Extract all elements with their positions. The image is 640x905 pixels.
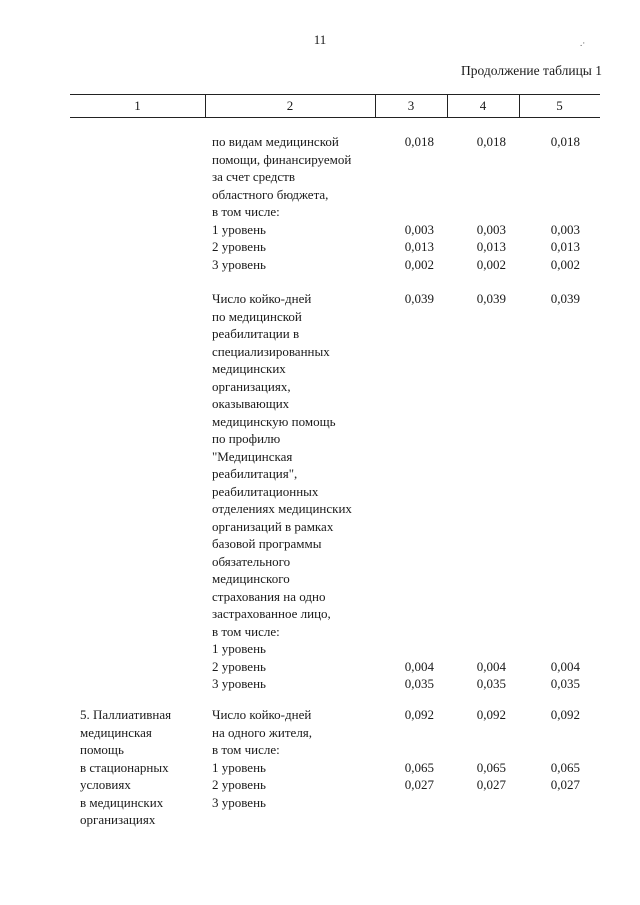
indicator-line: 1 уровень [212, 759, 266, 775]
corner-mark: .· [580, 38, 586, 48]
indicator-line: отделениях медицинских [212, 501, 352, 516]
value-cell-c5: 0,065 [550, 759, 580, 775]
indicator-cell [212, 290, 387, 693]
section-name-line: 5. Паллиативная [80, 707, 172, 722]
value-cell-c3: 0,027 [404, 777, 434, 792]
section-name-line: организациях [80, 812, 156, 827]
value-cell-c3: 0,065 [404, 759, 434, 775]
indicator-line: в том числе: [212, 204, 280, 219]
value-cell-c4: 0,013 [476, 239, 506, 254]
indicator-line: реабилитационных [212, 483, 319, 499]
indicator-cell [212, 133, 387, 273]
section-name-line: медицинская [80, 724, 152, 740]
header-cell-1: 1 [134, 98, 141, 113]
value-cell-c5: 0,004 [550, 658, 580, 674]
value-cell-c5: 0,039 [550, 291, 580, 306]
value-cell-c4: 0,003 [476, 221, 506, 237]
indicator-line: 1 уровень [212, 641, 266, 656]
header-top-rule [70, 94, 600, 95]
header-cell-5: 5 [556, 98, 563, 113]
value-cell-c4: 0,018 [476, 134, 506, 149]
indicator-line: реабилитации в [212, 326, 300, 341]
indicator-line: медицинскую помощь [212, 413, 336, 429]
value-cell-c4: 0,039 [476, 291, 506, 306]
value-cell-c3: 0,004 [404, 658, 434, 674]
indicator-line: обязательного [212, 553, 291, 569]
indicator-line: организациях, [212, 378, 291, 394]
header-cell-4: 4 [479, 98, 487, 113]
indicator-line: реабилитация", [212, 466, 298, 481]
value-cell-c5: 0,002 [550, 256, 580, 272]
indicator-line: 3 уровень [212, 676, 266, 691]
value-cell-c4: 0,092 [476, 707, 506, 722]
value-cell-c3: 0,003 [404, 221, 434, 237]
indicator-line: помощи, финансируемой [212, 151, 352, 167]
indicator-line: 1 уровень [212, 221, 266, 237]
indicator-line: медицинского [212, 571, 290, 586]
indicator-line: Число койко-дней [212, 707, 312, 722]
value-cell-c4: 0,035 [476, 676, 506, 691]
indicator-line: Число койко-дней [212, 291, 312, 306]
header-cell-3: 3 [407, 98, 415, 113]
indicator-line: 3 уровень [212, 256, 266, 272]
value-cell-c3: 0,039 [404, 291, 434, 306]
indicator-line: в том числе: [212, 623, 280, 639]
indicator-line: на одного жителя, [212, 724, 313, 740]
value-cell-c5: 0,013 [550, 239, 580, 254]
value-cell-c5: 0,027 [550, 777, 580, 792]
value-cell-c5: 0,092 [550, 707, 580, 722]
value-cell-c4: 0,065 [476, 759, 506, 775]
header-cell-2: 2 [286, 98, 294, 113]
indicator-cell [212, 706, 387, 811]
section-name-line: помощь [80, 742, 124, 757]
indicator-line: базовой программы [212, 536, 322, 551]
indicator-line: "Медицинская [212, 448, 293, 464]
indicator-line: в том числе: [212, 742, 280, 757]
section-name-line: в медицинских [80, 794, 164, 810]
section-name-line: условиях [80, 777, 131, 792]
value-cell-c3: 0,035 [404, 676, 434, 691]
value-cell-c4: 0,004 [476, 658, 506, 674]
table-header-row [70, 94, 600, 118]
page-number: 11 [313, 32, 327, 47]
section-name-cell [80, 706, 205, 829]
value-cell-c3: 0,092 [404, 707, 434, 722]
indicator-line: 2 уровень [212, 658, 266, 674]
indicator-line: областного бюджета, [212, 186, 329, 202]
value-cell-c3: 0,002 [404, 256, 434, 272]
indicator-line: за счет средств [212, 169, 295, 184]
value-cell-c3: 0,018 [404, 134, 434, 149]
indicator-line: 3 уровень [212, 794, 266, 810]
value-cell-c4: 0,027 [476, 777, 506, 792]
table-continuation-label: Продолжение таблицы 1 [461, 63, 602, 78]
indicator-line: специализированных [212, 343, 330, 359]
indicator-line: 2 уровень [212, 239, 266, 254]
value-cell-c5: 0,035 [550, 676, 580, 691]
indicator-line: оказывающих [212, 396, 290, 411]
indicator-line: по видам медицинской [212, 134, 339, 149]
indicator-line: медицинских [212, 361, 286, 376]
indicator-line: по профилю [212, 431, 281, 446]
header-bottom-rule [70, 117, 600, 118]
value-cell-c3: 0,013 [404, 239, 434, 254]
indicator-line: страхования на одно [212, 588, 326, 604]
value-cell-c4: 0,002 [476, 256, 506, 272]
indicator-line: 2 уровень [212, 777, 266, 792]
indicator-line: застрахованное лицо, [212, 606, 331, 621]
value-cell-c5: 0,003 [550, 221, 580, 237]
indicator-line: организаций в рамках [212, 518, 334, 534]
section-name-line: в стационарных [80, 759, 169, 775]
indicator-line: по медицинской [212, 308, 302, 324]
value-cell-c5: 0,018 [550, 134, 580, 149]
